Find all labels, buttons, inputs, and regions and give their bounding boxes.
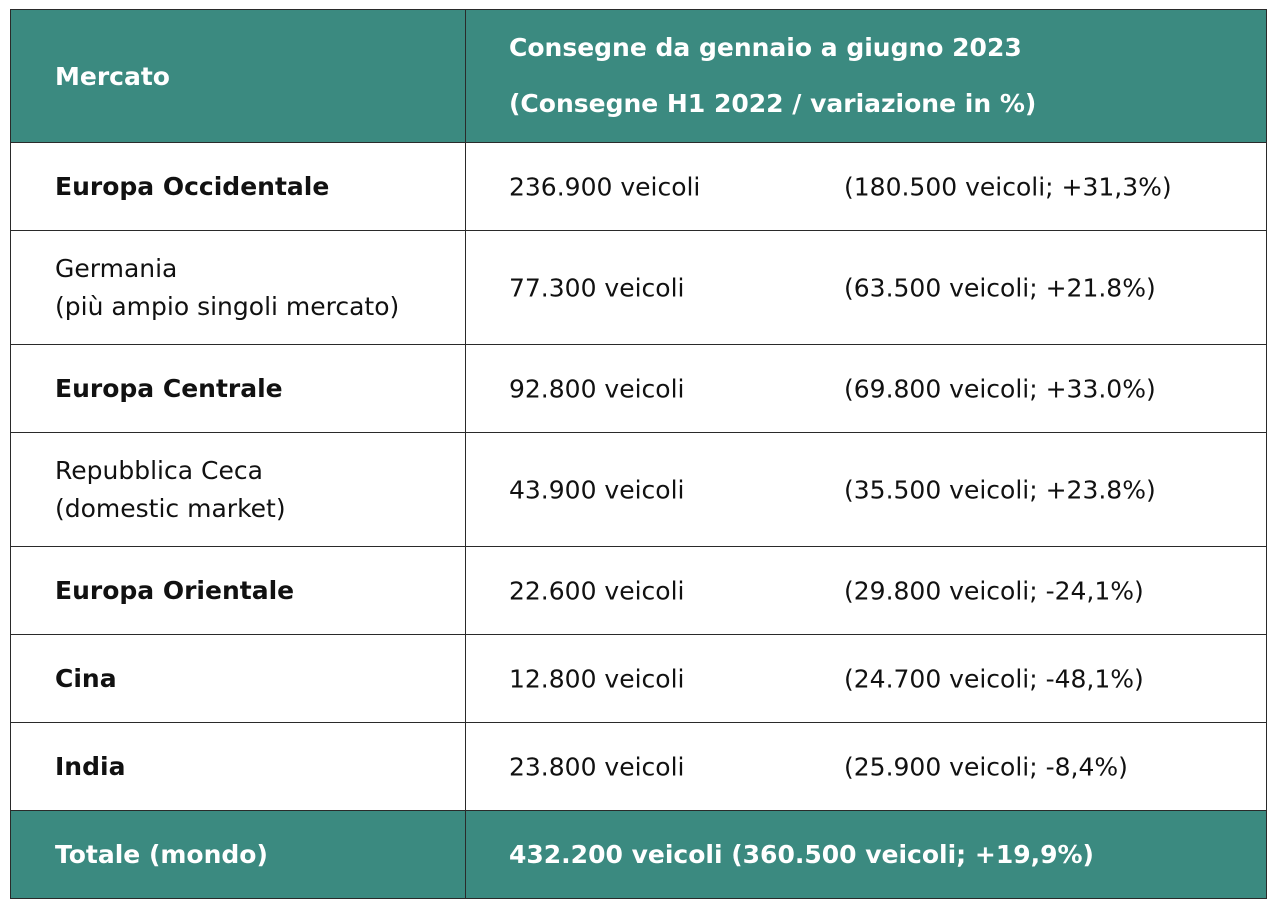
table-row [11,231,1267,345]
previous-deliveries: (35.500 veicoli; +23.8%) [844,475,1156,504]
market-name: Europa Centrale [11,345,466,433]
header-deliveries-line2: (Consegne H1 2022 / variazione in %) [509,89,1037,118]
header-deliveries-line1: Consegne da gennaio a giugno 2023 [509,33,1022,62]
market-note: (domestic market) [55,493,286,523]
previous-deliveries: (29.800 veicoli; -24,1%) [844,576,1144,605]
values-cell [466,433,1267,547]
previous-deliveries: (25.900 veicoli; -8,4%) [844,752,1128,781]
current-deliveries: 92.800 veicoli [509,374,685,403]
previous-deliveries: (63.500 veicoli; +21.8%) [844,273,1156,302]
current-deliveries: 12.800 veicoli [509,664,685,693]
total-value: 432.200 veicoli (360.500 veicoli; +19,9%) [466,811,1267,899]
table-row [11,723,1267,811]
current-deliveries: 236.900 veicoli [509,172,701,201]
values-cell [466,345,1267,433]
values-cell [466,723,1267,811]
table-row [11,143,1267,231]
market-name: Repubblica Ceca [55,455,263,485]
deliveries-table [10,9,1267,899]
market-name: India [11,723,466,811]
current-deliveries: 43.900 veicoli [509,475,685,504]
previous-deliveries: (180.500 veicoli; +31,3%) [844,172,1172,201]
values-cell [466,635,1267,723]
market-name: Europa Occidentale [11,143,466,231]
market-name: Cina [11,635,466,723]
market-name-cell [11,433,466,547]
total-label: Totale (mondo) [11,811,466,899]
current-deliveries: 22.600 veicoli [509,576,685,605]
market-name: Germania [55,253,178,283]
table-header-row [11,10,1267,143]
current-deliveries: 77.300 veicoli [509,273,685,302]
total-row [11,811,1267,899]
previous-deliveries: (69.800 veicoli; +33.0%) [844,374,1156,403]
values-cell [466,143,1267,231]
values-cell [466,231,1267,345]
market-name-cell [11,231,466,345]
current-deliveries: 23.800 veicoli [509,752,685,781]
table-row [11,547,1267,635]
table-row [11,635,1267,723]
previous-deliveries: (24.700 veicoli; -48,1%) [844,664,1144,693]
market-note: (più ampio singoli mercato) [55,291,400,321]
values-cell [466,547,1267,635]
table-row [11,433,1267,547]
market-name: Europa Orientale [11,547,466,635]
table-row [11,345,1267,433]
header-deliveries [466,10,1267,143]
header-market: Mercato [11,10,466,143]
